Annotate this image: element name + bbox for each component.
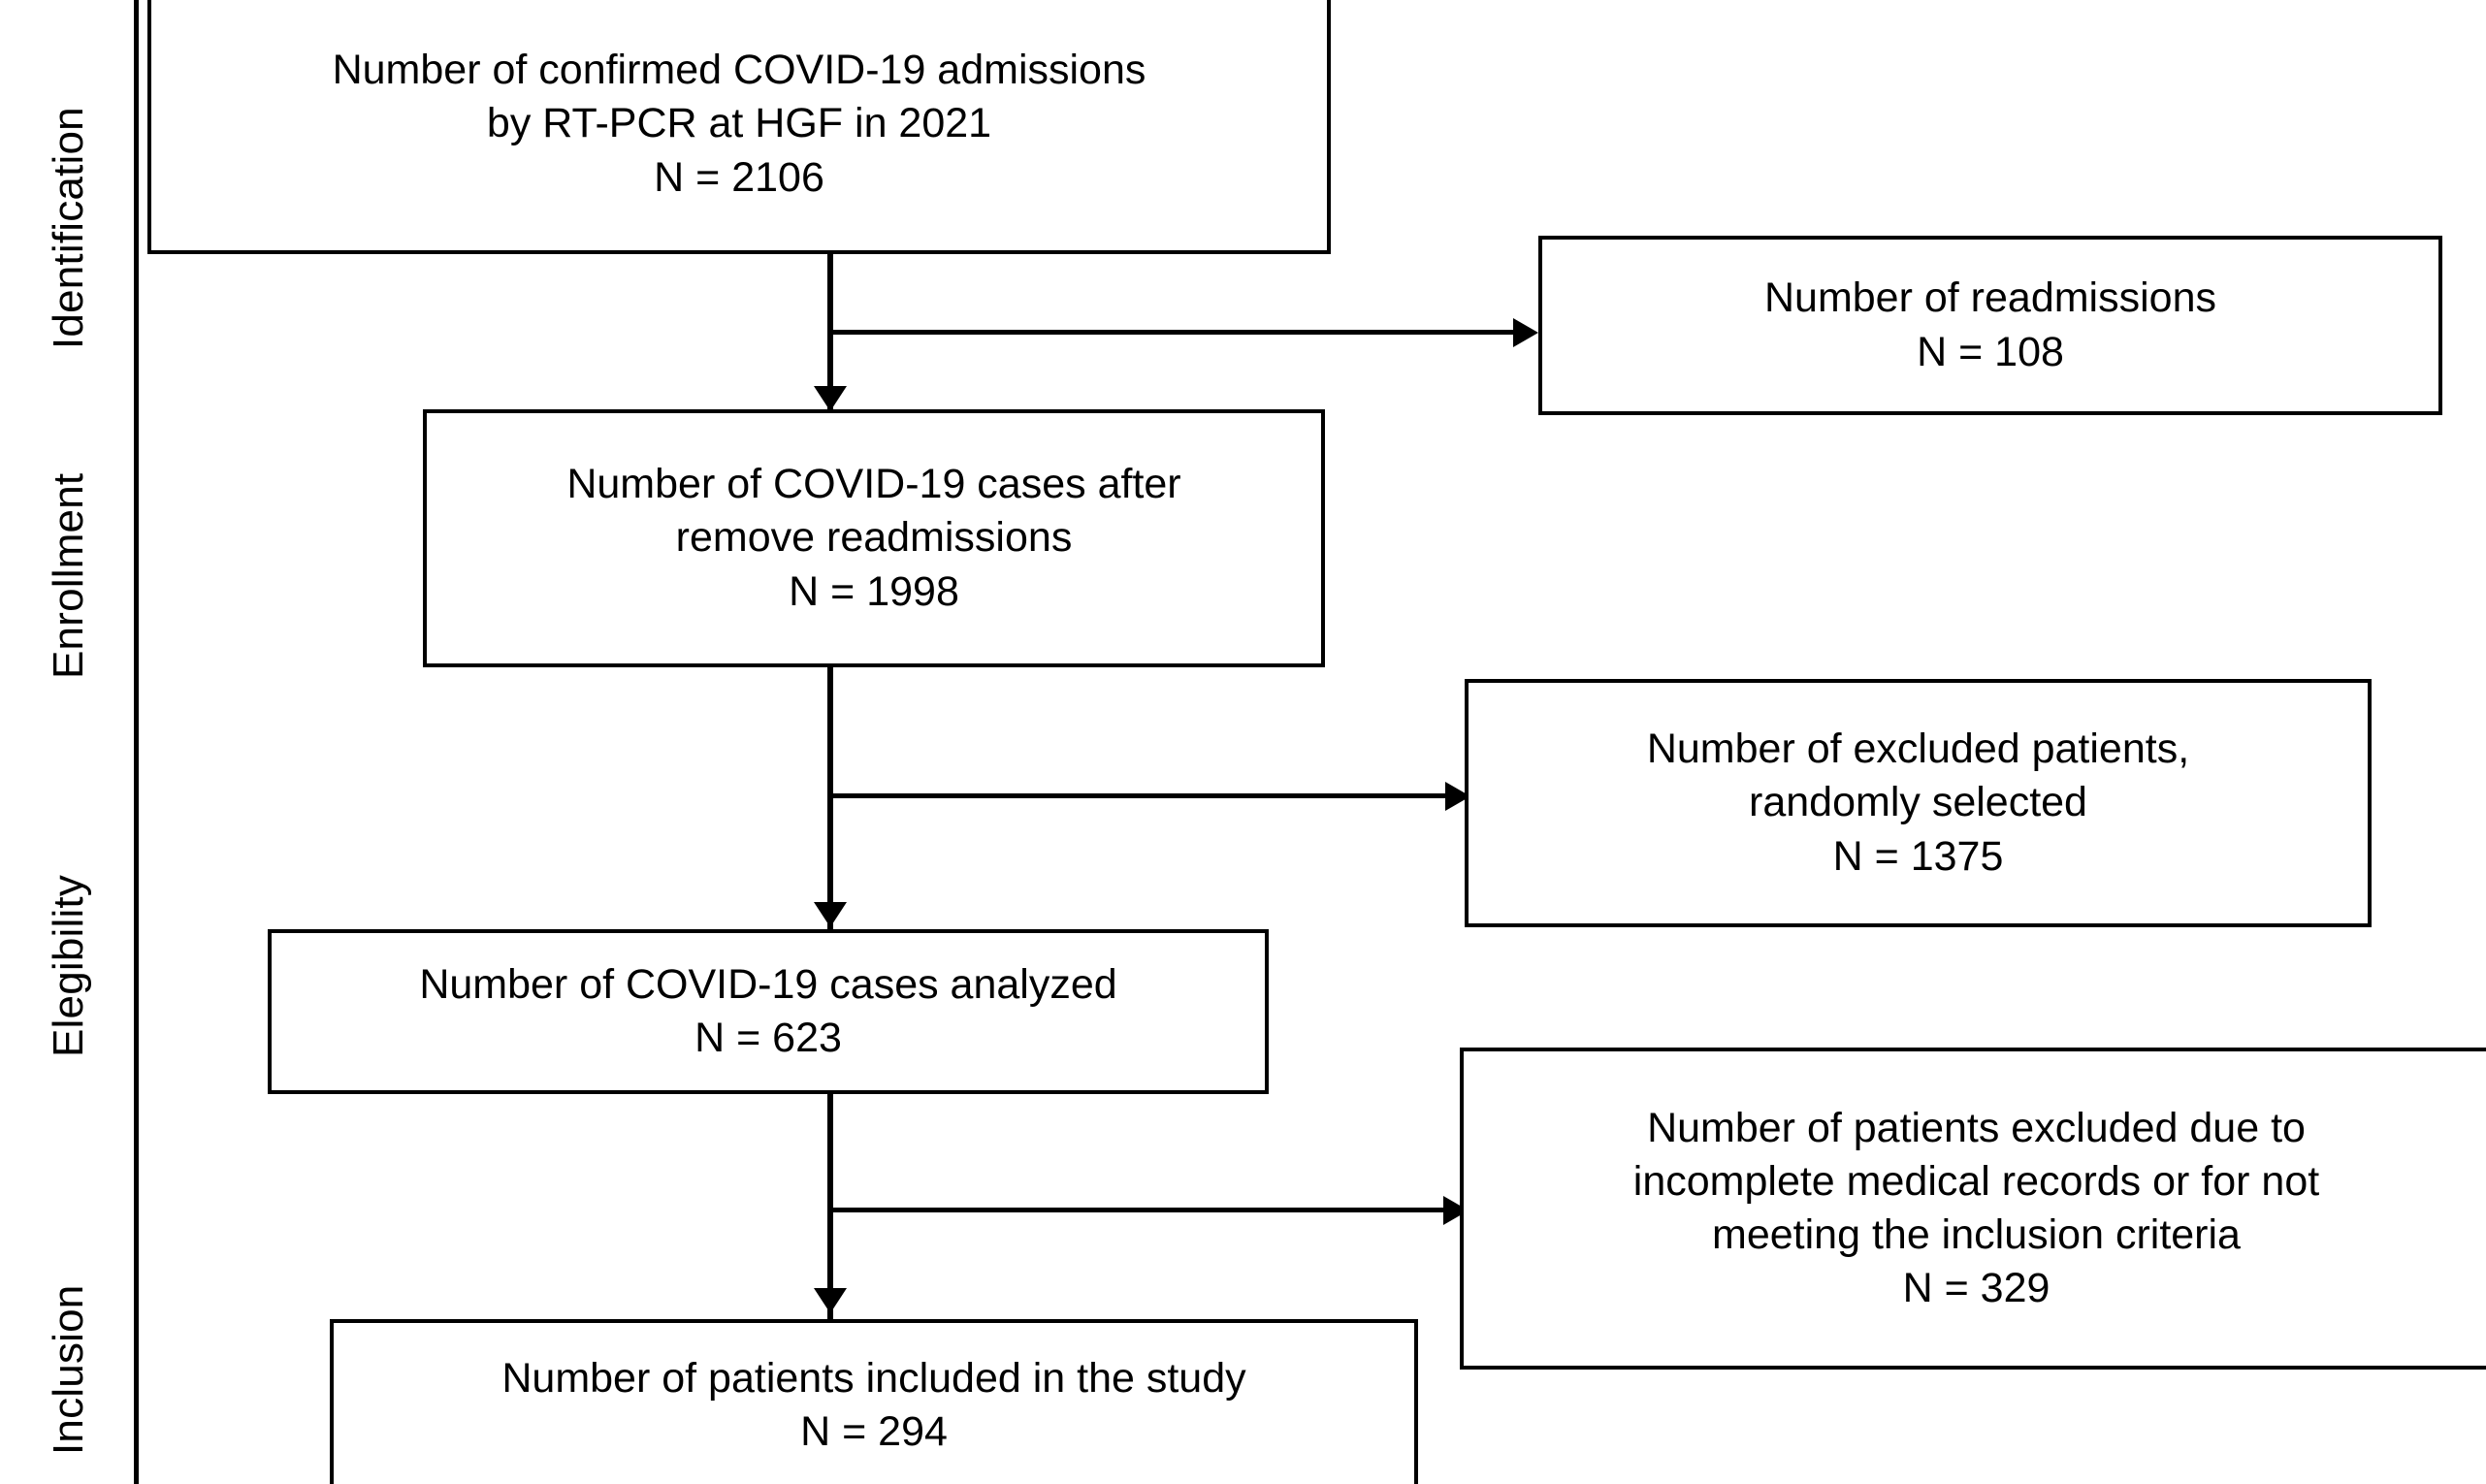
node-line: N = 108 [1917, 328, 2064, 375]
node-cases-analyzed [268, 929, 1269, 1094]
node-line: meeting the inclusion criteria [1712, 1211, 2241, 1258]
connector-analyzed-to-excluded-incomplete [827, 1208, 1463, 1212]
node-line: remove readmissions [675, 514, 1073, 562]
arrowhead-analyzed-to-included [814, 1288, 847, 1313]
node-readmissions [1538, 236, 2442, 415]
node-patients-included [330, 1319, 1418, 1484]
node-line: Number of patients excluded due to [1647, 1104, 2306, 1151]
stage-axis-line [134, 0, 139, 1484]
node-excluded-randomly-selected [1465, 679, 2372, 927]
node-line: Number of readmissions [1763, 274, 2216, 322]
stage-label-inclusion: Inclusion [45, 1284, 92, 1455]
node-line: by RT-PCR at HGF in 2021 [486, 100, 992, 147]
node-line: randomly selected [1749, 779, 2087, 826]
connector-admissions-to-readmissions [827, 330, 1534, 335]
node-line: N = 294 [800, 1408, 948, 1455]
connector-cases-to-analyzed [827, 667, 833, 929]
arrowhead-admissions-to-readmissions [1513, 318, 1538, 347]
stage-label-elegibility: Elegibility [45, 874, 92, 1057]
node-line: N = 2106 [654, 153, 824, 201]
node-line: N = 1998 [789, 567, 959, 615]
stage-label-enrollment: Enrollment [45, 472, 92, 679]
node-line: Number of COVID-19 cases after [566, 461, 1181, 508]
node-line: Number of patients included in the study [501, 1354, 1246, 1402]
node-line: incomplete medical records or for not [1632, 1157, 2320, 1205]
node-excluded-incomplete-records [1460, 1048, 2486, 1370]
node-confirmed-admissions [147, 0, 1331, 254]
node-line: Number of COVID-19 cases analyzed [419, 960, 1117, 1008]
node-cases-after-readmissions [423, 409, 1325, 667]
node-line: Number of excluded patients, [1646, 726, 2190, 773]
node-line: N = 1375 [1832, 832, 2004, 880]
arrowhead-admissions-to-cases [814, 386, 847, 411]
node-line: Number of confirmed COVID-19 admissions [332, 47, 1146, 94]
arrowhead-cases-to-analyzed [814, 902, 847, 927]
stage-label-identification: Identification [45, 107, 92, 349]
connector-cases-to-excluded-random [827, 793, 1465, 798]
node-line: N = 329 [1902, 1265, 2050, 1312]
node-line: N = 623 [694, 1015, 842, 1061]
connector-analyzed-to-included [827, 1094, 833, 1319]
